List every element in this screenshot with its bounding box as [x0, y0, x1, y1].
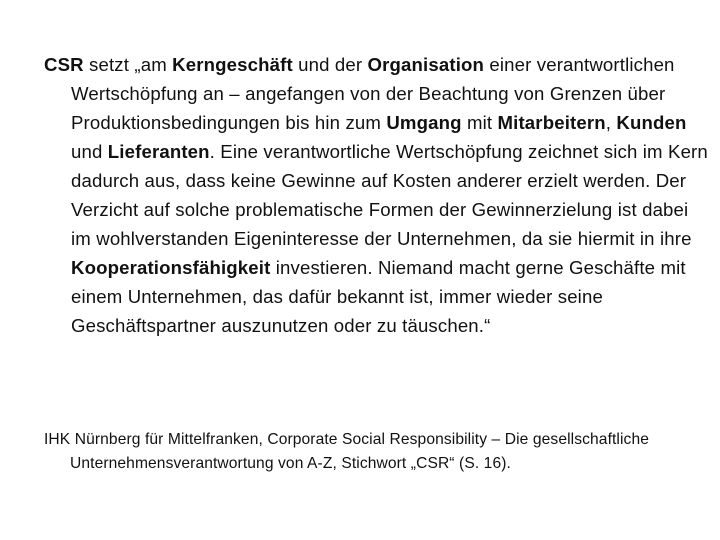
- quote-paragraph: [44, 50, 711, 340]
- quote-segment: investieren. Niemand macht gerne Geschäfte mit einem Unternehmen, das dafür bekannt ist, immer wieder seine Geschäftspartner auszunutzen oder zu täuschen.“: [71, 257, 686, 336]
- source-citation: IHK Nürnberg für Mittelfranken, Corporate Social Responsibility – Die gesellschaftliche Unternehmensverantwortung von A-Z, Stichwort „CSR“ (S. 16).: [44, 431, 650, 472]
- quote-segment: einer verantwortlichen Wertschöpfung an – angefangen von der Beachtung von Grenzen über Produktionsbedingungen bis hin zum: [71, 54, 675, 133]
- quote-segment: Kerngeschäft: [172, 54, 293, 75]
- quote-segment: . Eine verantwortliche Wertschöpfung zeichnet sich im Kern dadurch aus, dass keine Gewinne auf Kosten anderer erzielt werden. Der Verzicht auf solche problematische Formen der Gewinnerzielung ist dabei im wohlverstanden Eigeninteresse der Unternehmen, da sie hiermit in ihre: [71, 141, 708, 249]
- quote-segment: mit: [461, 112, 498, 133]
- quote-segment: und: [71, 141, 108, 162]
- quote-segment: Lieferanten: [107, 141, 210, 162]
- quote-segment: Kooperationsfähigkeit: [71, 257, 271, 278]
- quote-segment: setzt „am: [83, 54, 173, 75]
- quote-segment: ,: [605, 112, 617, 133]
- quote-segment: Mitarbeitern: [497, 112, 606, 133]
- quote-segment: Organisation: [367, 54, 485, 75]
- quote-segment: CSR: [44, 54, 84, 75]
- quote-segment: und der: [292, 54, 368, 75]
- quote-segment: Kunden: [616, 112, 687, 133]
- quote-segment: Umgang: [386, 112, 462, 133]
